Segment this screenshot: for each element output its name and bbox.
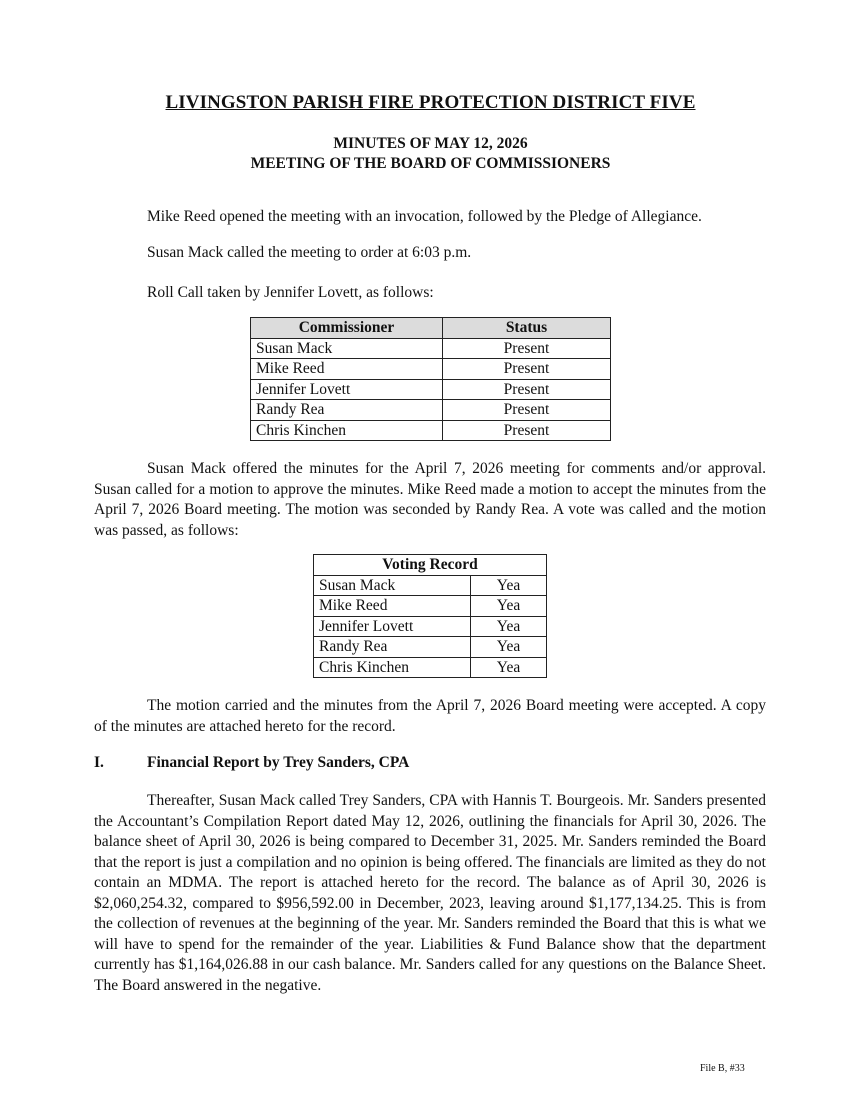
table-header-row <box>251 318 611 339</box>
column-header-commissioner: Commissioner <box>251 318 443 339</box>
roll-call-table <box>250 317 611 441</box>
commissioner-name: Mike Reed <box>251 359 443 380</box>
voting-record-header: Voting Record <box>314 555 547 576</box>
commissioner-name: Jennifer Lovett <box>251 379 443 400</box>
minutes-date-heading: MINUTES OF MAY 12, 2026 <box>333 135 528 152</box>
commissioner-status: Present <box>443 420 611 441</box>
commissioner-name: Susan Mack <box>251 338 443 359</box>
document-title: LIVINGSTON PARISH FIRE PROTECTION DISTRICT FIVE <box>165 92 696 113</box>
vote-value: Yea <box>471 657 547 678</box>
section-heading: Financial Report by Trey Sanders, CPA <box>147 754 410 771</box>
vote-value: Yea <box>471 596 547 617</box>
commissioner-status: Present <box>443 359 611 380</box>
section-number: I. <box>94 754 104 771</box>
table-row <box>251 338 611 359</box>
voter-name: Chris Kinchen <box>314 657 471 678</box>
table-row <box>251 420 611 441</box>
table-row <box>251 379 611 400</box>
call-to-order-line: Susan Mack called the meeting to order at 6:03 p.m. <box>147 244 472 261</box>
minutes-approval-paragraph: Susan Mack offered the minutes for the April 7, 2026 meeting for comments and/or approval. Susan called for a motion to approve the minutes. Mike Reed made a motion to accept the minutes from the April 7, 2026 Board meeting. The motion was seconded by Randy Rea. A vote was called and the motion was passed, as follows: <box>94 460 766 539</box>
invocation-line: Mike Reed opened the meeting with an invocation, followed by the Pledge of Allegiance. <box>147 208 702 225</box>
voter-name: Randy Rea <box>314 637 471 658</box>
column-header-status: Status <box>443 318 611 339</box>
table-row <box>251 359 611 380</box>
commissioner-status: Present <box>443 400 611 421</box>
vote-value: Yea <box>471 575 547 596</box>
table-header-row <box>314 555 547 576</box>
table-row <box>314 637 547 658</box>
motion-carried-paragraph: The motion carried and the minutes from the April 7, 2026 Board meeting were accepted. A copy of the minutes are attached hereto for the record. <box>94 697 766 735</box>
commissioner-status: Present <box>443 379 611 400</box>
roll-call-intro: Roll Call taken by Jennifer Lovett, as follows: <box>147 284 434 301</box>
voter-name: Susan Mack <box>314 575 471 596</box>
commissioner-name: Randy Rea <box>251 400 443 421</box>
voting-record-table <box>313 554 547 678</box>
financial-report-paragraph: Thereafter, Susan Mack called Trey Sanders, CPA with Hannis T. Bourgeois. Mr. Sanders presented the Accountant’s Compilation Report dated May 12, 2026, outlining the financials for April 30, 2026. The balance sheet of April 30, 2026 is being compared to December 31, 2025. Mr. Sanders reminded the Board that the report is just a compilation and no opinion is being offered. The financials are limited as they do not contain an MDMA. The report is attached hereto for the record. The balance as of April 30, 2026 is $2,060,254.32, compared to $956,592.00 in December, 2023, leaving around $1,177,134.25. This is from the collection of revenues at the beginning of the year. Mr. Sanders reminded the Board that this is what we will have to spend for the remainder of the year. Liabilities & Fund Balance show that the department currently has $1,164,026.88 in our cash balance. Mr. Sanders called for any questions on the Balance Sheet. The Board answered in the negative. <box>94 792 766 994</box>
meeting-heading: MEETING OF THE BOARD OF COMMISSIONERS <box>250 155 611 172</box>
commissioner-name: Chris Kinchen <box>251 420 443 441</box>
table-row <box>314 575 547 596</box>
commissioner-status: Present <box>443 338 611 359</box>
table-row <box>314 616 547 637</box>
vote-value: Yea <box>471 616 547 637</box>
voter-name: Jennifer Lovett <box>314 616 471 637</box>
table-row <box>251 400 611 421</box>
voter-name: Mike Reed <box>314 596 471 617</box>
table-row <box>314 657 547 678</box>
vote-value: Yea <box>471 637 547 658</box>
table-row <box>314 596 547 617</box>
file-reference: File B, #33 <box>700 1063 745 1074</box>
